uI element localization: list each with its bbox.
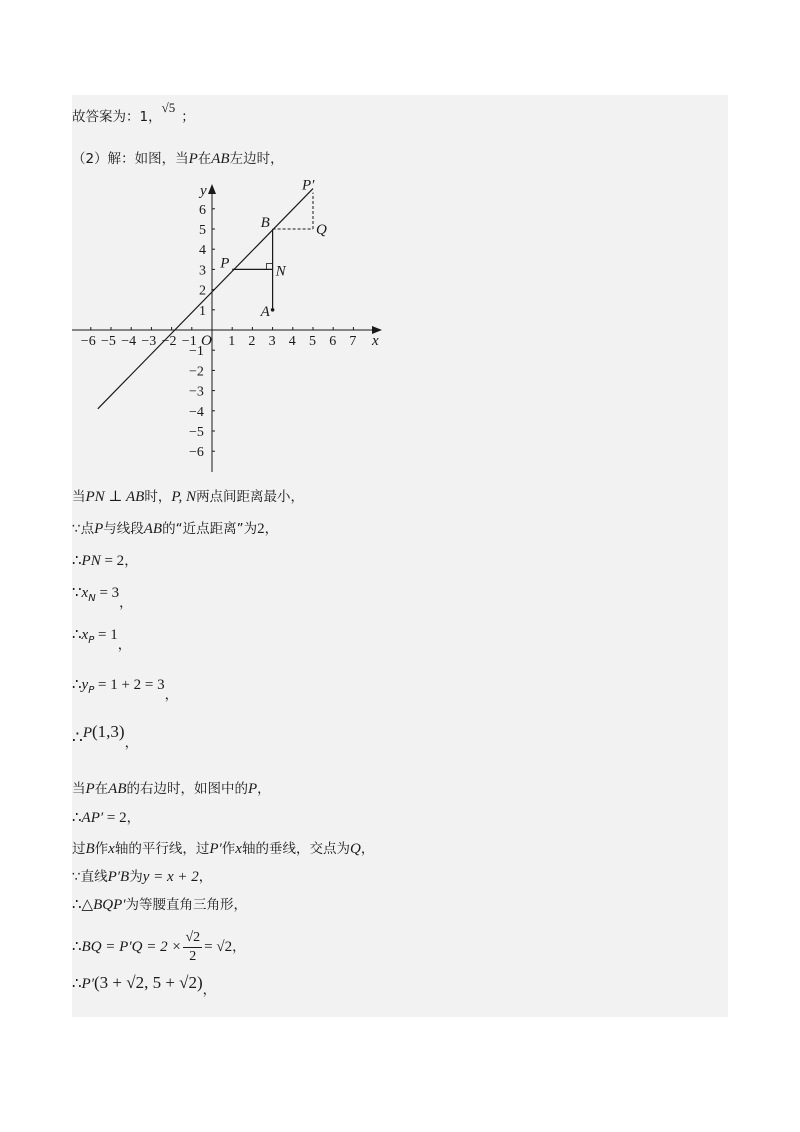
y-tick-label: 1 (199, 303, 206, 319)
x-tick-label: 3 (268, 334, 276, 349)
text: ， (360, 841, 375, 857)
math: ∴ (72, 897, 82, 913)
y-tick-label: 2 (199, 283, 206, 299)
math: PN (81, 553, 101, 569)
text: 作 (94, 841, 109, 857)
line-6 (72, 583, 133, 609)
text: 与线段 (103, 521, 144, 537)
x-tick-label: 7 (349, 334, 357, 349)
x-tick-label: −6 (80, 334, 96, 349)
line-14 (72, 895, 247, 915)
math: x (81, 627, 89, 643)
y-tick-label: −4 (189, 404, 204, 420)
math: ∵ (72, 585, 82, 601)
text: ， (119, 595, 133, 611)
y-tick-label: 4 (199, 243, 206, 259)
line-7 (72, 625, 131, 651)
line-11 (72, 808, 140, 828)
text: 两点间距离最小， (196, 489, 305, 505)
math: (1,3) (92, 722, 125, 741)
text: 为等腰直角三角形， (125, 897, 248, 913)
line-8 (72, 675, 178, 701)
line-5 (72, 551, 138, 571)
subscript: P (88, 635, 95, 646)
math: = 1 + 2 = 3 (94, 677, 165, 693)
text: 当 (72, 489, 86, 505)
math: = 2 (100, 553, 125, 569)
sqrt5: √5 (161, 100, 176, 115)
text: ， (117, 637, 132, 653)
text: 在 (197, 151, 212, 167)
text: 当 (72, 781, 86, 797)
math: P (188, 151, 198, 167)
line-10 (72, 779, 271, 799)
text: ， (202, 982, 217, 998)
line-16 (72, 973, 217, 998)
math: AB (211, 151, 230, 167)
x-tick-label: −4 (121, 334, 137, 349)
line-y-equals-x-plus-2 (98, 189, 313, 409)
text: 时， (144, 489, 172, 505)
math: ∴ (72, 810, 82, 826)
fraction-denominator: 2 (189, 948, 197, 964)
text: ， (198, 869, 213, 885)
text: 左边时， (229, 151, 284, 167)
line-3 (72, 487, 304, 507)
math: x (81, 585, 89, 601)
x-tick-label: −1 (181, 334, 197, 349)
text: （2）解：如图，当 (72, 151, 189, 167)
math: P′ (81, 976, 94, 992)
math: BQ = P′Q = 2 × (81, 939, 182, 955)
text: ， (232, 939, 246, 955)
text: ； (181, 109, 195, 125)
line-15 (72, 927, 246, 967)
x-tick-label: 2 (248, 334, 256, 349)
math: ∴ (72, 728, 83, 747)
label-a: A (260, 303, 270, 320)
math: = 3 (95, 585, 120, 601)
text: 为 (129, 869, 143, 885)
right-angle-mark (267, 263, 273, 269)
subscript: P (88, 685, 95, 696)
math: AB (108, 781, 127, 797)
y-tick-label: −5 (189, 425, 204, 440)
x-tick-label: 1 (228, 334, 236, 349)
text: 的右边时，如图中的 (126, 781, 248, 797)
text: 故答案为：1， (72, 109, 162, 125)
label-n: N (275, 263, 286, 280)
text: 在 (94, 781, 109, 797)
math: ∴ (72, 976, 82, 992)
math: Q (349, 841, 361, 857)
math: ∴ (72, 553, 82, 569)
text: 轴的垂线，交点为 (241, 841, 350, 857)
y-tick-label: 3 (199, 263, 206, 279)
math: ∴ (72, 939, 82, 955)
math: = 1 (94, 627, 118, 643)
x-tick-label: −2 (161, 334, 177, 349)
x-tick-label: 5 (309, 334, 316, 349)
math: y = x + 2 (142, 869, 199, 885)
text: 作 (221, 841, 236, 857)
text: ， (264, 521, 279, 537)
line-9 (72, 722, 139, 751)
text: 过 (72, 841, 86, 857)
math: (3 + √2, 5 + √2) (94, 973, 203, 992)
line-13 (72, 867, 212, 887)
math: P (82, 725, 92, 741)
text: ， (257, 781, 271, 797)
text: ， (126, 810, 141, 826)
fraction-numerator: √2 (183, 929, 202, 948)
y-tick-label: 5 (199, 223, 206, 238)
math: P (94, 521, 104, 537)
y-tick-label: −3 (189, 384, 204, 400)
document-page (72, 95, 728, 1017)
y-tick-label: −6 (189, 445, 204, 461)
fraction (183, 929, 202, 966)
math: ∴ (72, 677, 82, 693)
text: 的“近点距离”为 (162, 521, 258, 537)
math: △BQP′ (81, 897, 126, 913)
x-tick-label: 4 (288, 334, 296, 349)
y-tick-label: −1 (189, 344, 204, 360)
line-4 (72, 519, 278, 539)
math: B (85, 841, 95, 857)
y-axis-arrow (208, 184, 216, 194)
coordinate-figure (72, 175, 392, 475)
origin-label: O (201, 333, 212, 349)
math: ∴ (72, 627, 82, 643)
y-axis-label: y (200, 183, 207, 199)
x-tick-label: 6 (329, 334, 337, 349)
math: = 2 (103, 810, 127, 826)
label-q: Q (316, 222, 327, 238)
label-p: P (220, 255, 230, 272)
math: x (235, 841, 242, 857)
label-b: B (260, 215, 270, 231)
x-axis-label: x (372, 333, 379, 349)
math: 2 (257, 521, 265, 537)
part2-heading (72, 149, 284, 169)
line-12 (72, 839, 374, 859)
y-tick-label: 6 (199, 202, 206, 218)
math: AP′ (81, 810, 104, 826)
text: ∵点 (72, 521, 95, 537)
math: x (108, 841, 115, 857)
math: = √2 (204, 939, 233, 955)
x-tick-label: −5 (101, 334, 116, 349)
text: ， (124, 553, 138, 569)
answer-line-1 (72, 100, 195, 127)
math: P (248, 781, 258, 797)
text: ， (124, 735, 139, 751)
point-a (271, 308, 275, 312)
math: AB (143, 521, 163, 537)
label-p-prime: P′ (302, 177, 315, 194)
text: ∵直线 (72, 869, 108, 885)
math: P′B (107, 869, 130, 885)
y-tick-label: −2 (189, 364, 204, 380)
math: P′ (209, 841, 222, 857)
text: 轴的平行线，过 (114, 841, 210, 857)
x-tick-label: −3 (141, 334, 157, 349)
subscript: N (88, 593, 96, 604)
math: PN ⊥ AB (85, 489, 145, 505)
math: P (85, 781, 95, 797)
math: P, N (171, 489, 197, 505)
math: y (81, 677, 89, 693)
text: ， (164, 687, 179, 703)
